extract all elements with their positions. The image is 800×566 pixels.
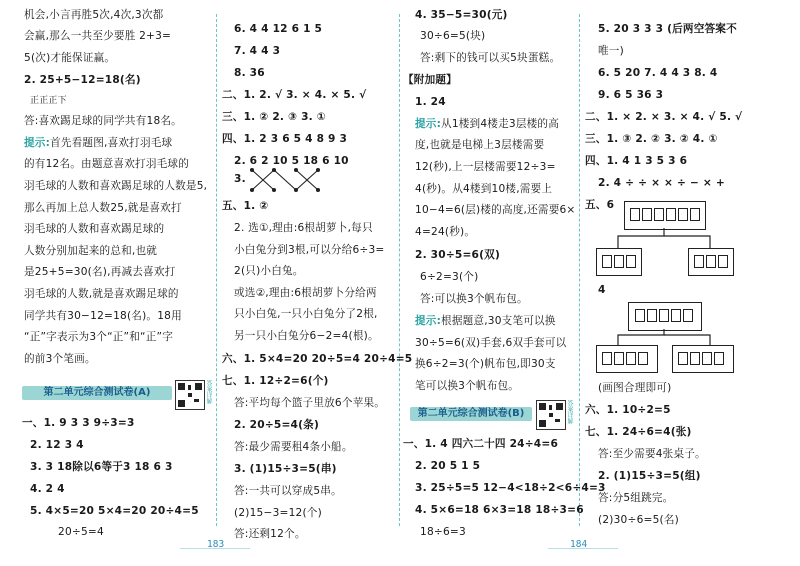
qr-label-a: 答案详解 — [205, 380, 212, 404]
text-line: 4. 35−5=30(元) — [415, 9, 508, 21]
text-line: 二、1. 2. √ 3. × 4. × 5. √ — [222, 89, 367, 101]
text-line: 4. 5×6=18 6×3=18 18÷3=6 — [415, 504, 584, 516]
qr-code-b[interactable] — [536, 400, 566, 430]
text-line: 六、1. 5×4=20 20÷5=4 20÷4=5 — [222, 353, 413, 365]
text-line: 四、1. 4 1 3 5 3 6 — [585, 155, 688, 167]
qr-label-b: 答案详解 — [566, 400, 573, 424]
text-line: 5(次)才能保证赢。 — [24, 52, 116, 64]
text-line: 7. 4 4 3 — [234, 45, 281, 57]
column-divider-center — [399, 14, 400, 526]
qr-code-a[interactable] — [175, 380, 205, 410]
text-line: 12(秒),上一层楼需要12÷3= — [415, 161, 556, 173]
text-line: 度,也就是电梯上3层楼需要 — [415, 139, 545, 151]
text-line: 小白兔分到3根,可以分给6÷3= — [234, 244, 385, 256]
text-line: 3. 3 18除以6等于3 18 6 3 — [30, 461, 173, 473]
text-line: 会赢,那么一共至少要胜 2+3= — [24, 30, 172, 42]
hint-line: 提示:从1楼到4楼走3层楼的高 — [415, 118, 559, 130]
text-line: 羽毛球的人数,就是喜欢踢足球的 — [24, 288, 179, 300]
section-banner-b: 第二单元综合测试卷(B) — [410, 407, 532, 421]
text-line: 五、1. ② — [222, 200, 269, 212]
text-line: 唯一) — [598, 45, 624, 57]
text-line: 六、1. 10÷2=5 — [585, 404, 671, 416]
text-line: 6. 5 20 7. 4 4 3 8. 4 — [598, 67, 718, 79]
text-line: 4=24(秒)。 — [415, 226, 476, 238]
text-line: 20÷5=4 — [58, 526, 104, 538]
text-line: 是25+5=30(名),再减去喜欢打 — [24, 266, 176, 278]
hint-line: 提示:首先看题图,喜欢打羽毛球 — [24, 137, 173, 149]
text-line: 一、1. 9 3 3 9÷3=3 — [22, 417, 135, 429]
text-line: 羽毛球的人数和喜欢踢足球的 — [24, 223, 165, 235]
text-line: 机会,小言再胜5次,4次,3次都 — [24, 9, 164, 21]
text-line: 另一只小白兔分6−2=4(根)。 — [234, 330, 379, 342]
text-line: 2. 4 ÷ ÷ × × ÷ − × + — [598, 177, 725, 189]
text-line: 2. 选①,理由:6根胡萝卜,每只 — [234, 222, 373, 234]
text-line: 6. 4 4 12 6 1 5 — [234, 23, 323, 35]
text-line: 同学共有30−12=18(名)。18用 — [24, 310, 182, 322]
text-line: 2. 25+5−12=18(名) — [24, 74, 141, 86]
text-line: 4 — [598, 284, 606, 296]
matching-lines-figure — [248, 165, 338, 195]
hint-line: 提示:根据题意,30支笔可以换 — [415, 315, 556, 327]
text-line: 5. 4×5=20 5×4=20 20÷4=5 — [30, 505, 199, 517]
text-line: 2(只)小白兔。 — [234, 265, 304, 277]
section-banner-a: 第二单元综合测试卷(A) — [22, 386, 172, 400]
text-line: 答:分5组跳完。 — [598, 492, 674, 504]
text-line: 只小白兔,一只小白兔分了2根, — [234, 308, 378, 320]
text-line: 羽毛球的人数和喜欢踢足球的人数是5, — [24, 180, 208, 192]
text-line: 6÷2=3(个) — [420, 271, 479, 283]
text-line: 2. (1)15÷3=5(组) — [598, 470, 701, 482]
text-line: 一、1. 4 四六二十四 24÷4=6 — [403, 438, 559, 450]
text-line: 3. 25÷5=5 12−4<18÷2<6÷4=3 — [415, 482, 606, 494]
page-number-right: 184 — [570, 539, 588, 550]
text-line: 2. 6 2 10 5 18 6 10 — [234, 155, 349, 167]
text-line: 那么再加上总人数25,就是喜欢打 — [24, 202, 182, 214]
text-line: (画图合理即可) — [598, 382, 672, 394]
text-line: 的前3个笔画。 — [24, 353, 96, 365]
text-line: (2)30÷6=5(名) — [598, 514, 679, 526]
text-line: 七、1. 24÷6=4(张) — [585, 426, 692, 438]
text-line: 答:一共可以穿成5串。 — [234, 485, 342, 497]
text-line: 2. 12 3 4 — [30, 439, 84, 451]
text-line: 30÷5=6(双)手套,6双手套可以 — [415, 337, 567, 349]
text-line: 答:至少需要4张桌子。 — [598, 448, 706, 460]
text-line: 二、1. × 2. × 3. × 4. √ 5. √ — [585, 111, 743, 123]
text-line: 笔可以换3个帆布包。 — [415, 380, 520, 392]
text-line: 9. 6 5 36 3 — [598, 89, 664, 101]
section-heading-bonus: 【附加题】 — [403, 74, 457, 86]
text-line: 三、1. ③ 2. ② 3. ② 4. ① — [585, 133, 718, 145]
text-line: 2. 20 5 1 5 — [415, 460, 481, 472]
text-line: 五、6 — [585, 199, 615, 211]
text-line: 答:平均每个篮子里放6个苹果。 — [234, 397, 386, 409]
text-line: 30÷6=5(块) — [420, 30, 486, 42]
text-line: 答:还剩12个。 — [234, 528, 306, 540]
text-line: 2. 20÷5=4(条) — [234, 419, 319, 431]
hint-text: 首先看题图,喜欢打羽毛球 — [50, 137, 173, 149]
text-line: 人数分别加起来的总和,也就 — [24, 245, 158, 257]
page-number-left: 183 — [207, 539, 225, 550]
answer-line: 答:喜欢踢足球的同学共有18名。 — [24, 115, 182, 127]
text-line: 3. — [234, 173, 246, 185]
text-line: 三、1. ② 2. ③ 3. ① — [222, 111, 326, 123]
text-line: 答:最少需要租4条小船。 — [234, 441, 353, 453]
text-line: 8. 36 — [234, 67, 265, 79]
column-divider-left — [216, 14, 217, 526]
column-divider-right — [579, 14, 580, 526]
text-line: 四、1. 2 3 6 5 4 8 9 3 — [222, 133, 348, 145]
text-line: 10−4=6(层)楼的高度,还需要6× — [415, 204, 576, 216]
text-line: 答:可以换3个帆布包。 — [420, 293, 528, 305]
text-line: 的有12名。由题意喜欢打羽毛球的 — [24, 158, 189, 170]
text-line: 1. 24 — [415, 96, 446, 108]
text-line: 或选②,理由:6根胡萝卜分给两 — [234, 287, 377, 299]
text-line: 4. 2 4 — [30, 483, 65, 495]
text-line: 18÷6=3 — [420, 526, 466, 538]
text-line: 5. 20 3 3 3 (后两空答案不 — [598, 23, 737, 35]
text-line: 2. 30÷5=6(双) — [415, 249, 500, 261]
text-line: “正”字表示为3个“正”和“正”字 — [24, 331, 174, 343]
text-line: 4(秒)。从4楼到10楼,需要上 — [415, 183, 553, 195]
text-line: 3. (1)15÷3=5(串) — [234, 463, 337, 475]
text-line: 七、1. 12÷2=6(个) — [222, 375, 329, 387]
text-line: 答:剩下的钱可以买5块蛋糕。 — [420, 52, 561, 64]
tally-marks: 正正正下 — [30, 96, 67, 106]
text-line: (2)15−3=12(个) — [234, 507, 322, 519]
text-line: 换6÷2=3(个)帆布包,即30支 — [415, 358, 556, 370]
